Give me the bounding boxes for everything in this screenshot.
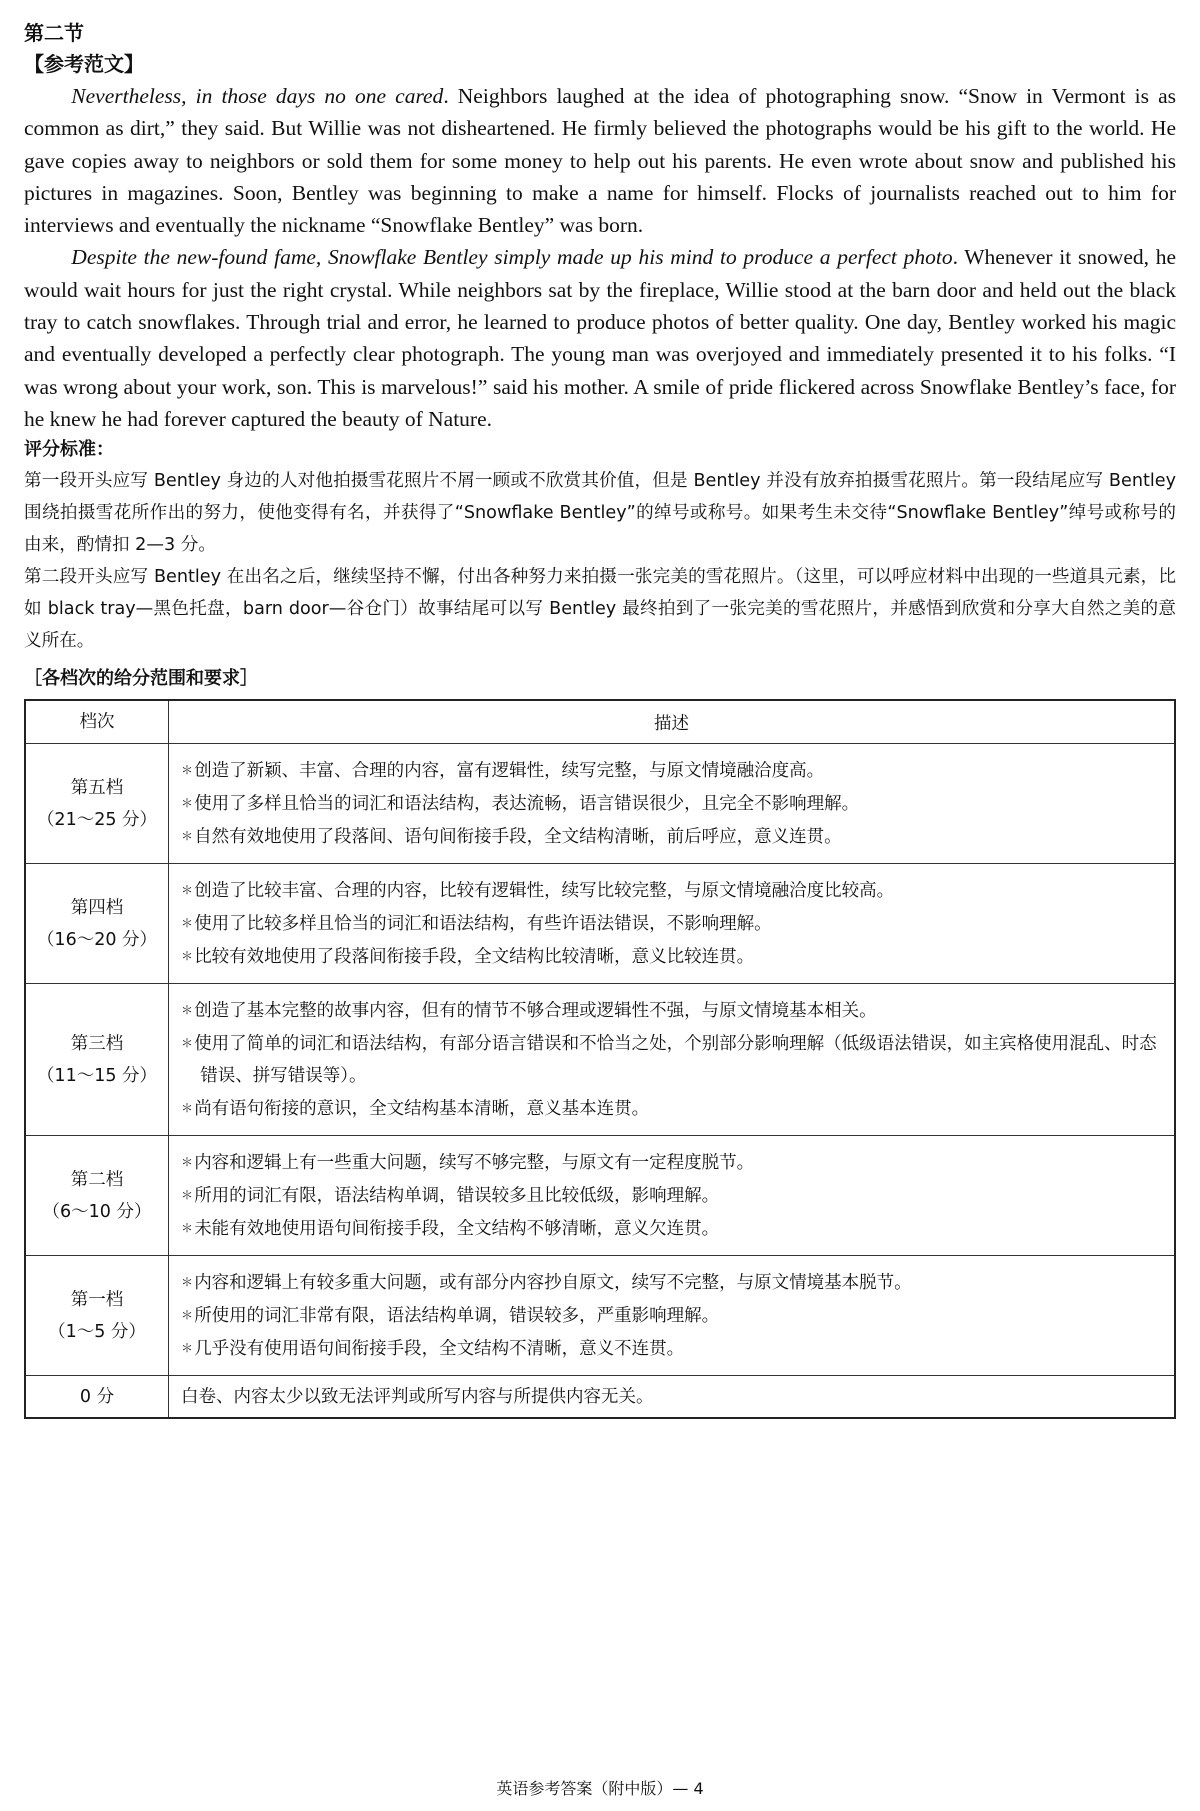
- page-footer: 英语参考答案（附中版）— 4: [496, 1779, 704, 1798]
- band-score-range: （6～10 分）: [42, 1201, 152, 1222]
- score-band-table: [24, 699, 1176, 1419]
- paragraph-1-body: . Neighbors laughed at the idea of photographing snow. “Snow in Vermont is as common as dirt,” they said. But Willie was not disheartened. He firmly believed the photographs would be his gift to the world. He gave copies away to neighbors or sold them for some money to help out his parents. He even wrote about snow and published his pictures in magazines. Soon, Bentley was beginning to make a name for himself. Flocks of journalists reached out to him for interviews and eventually the nickname “Snowflake Bentley” was born.: [24, 84, 1176, 238]
- band-score-range: （11～15 分）: [36, 1065, 158, 1086]
- criterion-item: ＊ 创造了基本完整的故事内容，但有的情节不够合理或逻辑性不强，与原文情境基本相关。: [181, 994, 1162, 1027]
- table-header-row: [25, 700, 1175, 744]
- grading-note-paragraph-1: 第一段开头应写 Bentley 身边的人对他拍摄雪花照片不屑一顾或不欣赏其价值，但是 Bentley 并没有放弃拍摄雪花照片。第一段结尾应写 Bentley 围绕拍摄雪花所作出的努力，使他变得有名，并获得了“Snowflake Bentley”的绰号或称号。如果考生未交待“Snowflake Bentley”绰号或称号的由来，酌情扣 2—3 分。: [24, 471, 1176, 556]
- criterion-item: ＊ 使用了简单的词汇和语法结构，有部分语言错误和不恰当之处，个别部分影响理解（低级语法错误，如主宾格使用混乱、时态错误、拼写错误等）。: [181, 1027, 1162, 1092]
- band-score-range: （21～25 分）: [36, 809, 158, 830]
- sample-paragraph-2: [24, 241, 1176, 435]
- header-level: 档次: [25, 700, 169, 744]
- band-description-cell: [169, 984, 1176, 1136]
- band-level-cell: [25, 744, 169, 864]
- table-row: [25, 864, 1175, 984]
- criterion-item: ＊ 所用的词汇有限，语法结构单调，错误较多且比较低级，影响理解。: [181, 1179, 1162, 1212]
- criterion-item: ＊ 创造了比较丰富、合理的内容，比较有逻辑性，续写比较完整，与原文情境融洽度比较高。: [181, 874, 1162, 907]
- band-level-cell: [25, 864, 169, 984]
- band-level-cell: [25, 1256, 169, 1376]
- paragraph-2-lead-sentence: Despite the new-found fame, Snowflake Bentley simply made up his mind to produce a perfect photo: [71, 245, 953, 270]
- header-description: 描述: [169, 700, 1176, 744]
- criterion-item: ＊ 几乎没有使用语句间衔接手段，全文结构不清晰，意义不连贯。: [181, 1332, 1162, 1365]
- answer-page: [24, 18, 1176, 1419]
- band-score-range: （16～20 分）: [36, 929, 158, 950]
- criterion-item: ＊ 尚有语句衔接的意识，全文结构基本清晰，意义基本连贯。: [181, 1092, 1162, 1125]
- criterion-item: ＊ 所使用的词汇非常有限，语法结构单调，错误较多，严重影响理解。: [181, 1299, 1162, 1332]
- criterion-item: ＊ 内容和逻辑上有一些重大问题，续写不够完整，与原文有一定程度脱节。: [181, 1146, 1162, 1179]
- band-name: 第四档: [70, 897, 124, 918]
- criterion-item: ＊ 内容和逻辑上有较多重大问题，或有部分内容抄自原文，续写不完整，与原文情境基本脱节。: [181, 1266, 1162, 1299]
- criterion-item: ＊ 比较有效地使用了段落间衔接手段，全文结构比较清晰，意义比较连贯。: [181, 940, 1162, 973]
- band-name: 第二档: [70, 1169, 124, 1190]
- table-row: [25, 984, 1175, 1136]
- paragraph-1-lead-sentence: Nevertheless, in those days no one cared: [71, 84, 444, 108]
- sample-paragraph-1: [24, 80, 1176, 241]
- table-row: [25, 1256, 1175, 1376]
- band-description-cell: [169, 1256, 1176, 1376]
- band-name: 第三档: [70, 1033, 124, 1054]
- table-row: [25, 1376, 1175, 1418]
- band-description-cell: [169, 744, 1176, 864]
- band-description-cell: [169, 1136, 1176, 1256]
- criterion-item: ＊ 创造了新颖、丰富、合理的内容，富有逻辑性，续写完整，与原文情境融洽度高。: [181, 754, 1162, 787]
- band-level-cell: [25, 1136, 169, 1256]
- band-level-cell: [25, 984, 169, 1136]
- criterion-item: ＊ 自然有效地使用了段落间、语句间衔接手段，全文结构清晰，前后呼应，意义连贯。: [181, 820, 1162, 853]
- criterion-item: ＊ 使用了多样且恰当的词汇和语法结构，表达流畅，语言错误很少，且完全不影响理解。: [181, 787, 1162, 820]
- section-title: 第二节: [24, 21, 84, 45]
- sample-essay-heading: 【参考范文】: [24, 52, 144, 76]
- criterion-item: ＊ 使用了比较多样且恰当的词汇和语法结构，有些许语法错误，不影响理解。: [181, 907, 1162, 940]
- table-row: [25, 744, 1175, 864]
- criterion-item: ＊ 未能有效地使用语句间衔接手段，全文结构不够清晰，意义欠连贯。: [181, 1212, 1162, 1245]
- paragraph-2-body: . Whenever it snowed, he would wait hours for just the right crystal. While neighbors sat by the fireplace, Willie stood at the barn door and held out the black tray to catch snowflakes. Through trial and error, he learned to produce photos of better quality. One day, Bentley worked his magic and eventually developed a perfectly clear photograph. The young man was overjoyed and immediately presented it to his folks. “I was wrong about your work, son. This is marvelous!” said his mother. A smile of pride flickered across Snowflake Bentley’s face, for he knew he had forever captured the beauty of Nature.: [24, 245, 1176, 431]
- band-name: 第五档: [70, 777, 124, 798]
- grading-note-paragraph-2: 第二段开头应写 Bentley 在出名之后，继续坚持不懈，付出各种努力来拍摄一张完美的雪花照片。（这里，可以呼应材料中出现的一些道具元素，比如 black tray—黑色托盘，barn door—谷仓门）故事结尾可以写 Bentley 最终拍到了一张完美的雪花照片，并感悟到欣赏和分享大自然之美的意义所在。: [24, 567, 1176, 652]
- band-score-range: （1～5 分）: [48, 1321, 146, 1342]
- band-name: 第一档: [70, 1289, 124, 1310]
- zero-score-description: 白卷、内容太少以致无法评判或所写内容与所提供内容无关。: [169, 1376, 1176, 1418]
- grading-criteria-heading: 评分标准：: [24, 439, 114, 461]
- zero-score-level: 0 分: [25, 1376, 169, 1418]
- table-row: [25, 1136, 1175, 1256]
- score-bands-heading: ［各档次的给分范围和要求］: [24, 668, 258, 690]
- band-description-cell: [169, 864, 1176, 984]
